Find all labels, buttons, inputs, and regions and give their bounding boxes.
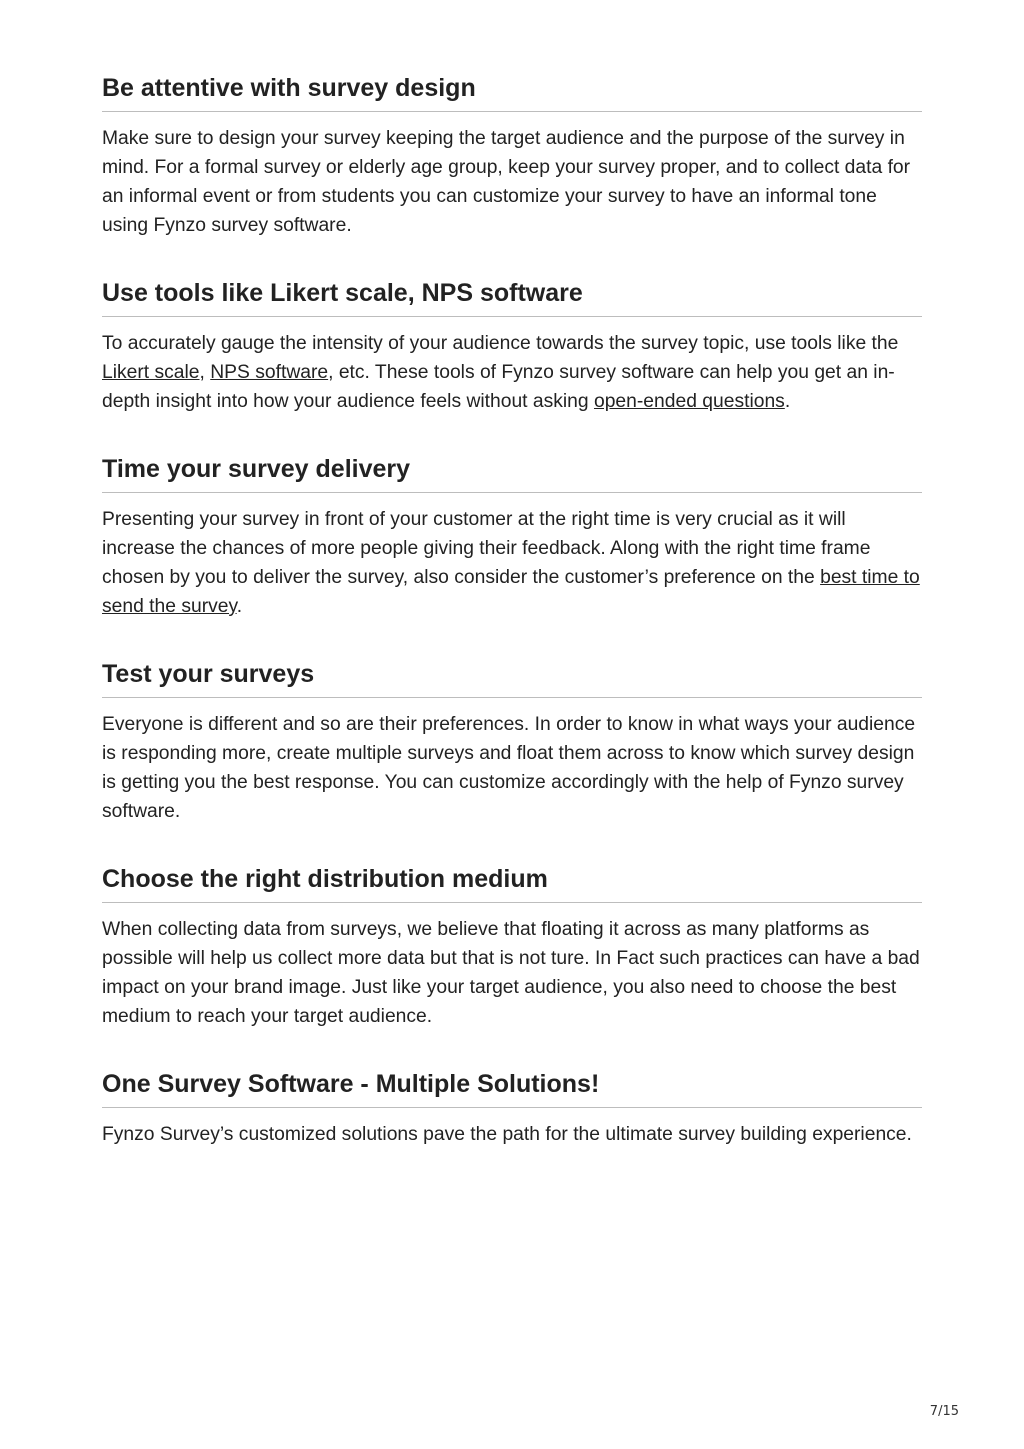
section-heading: Test your surveys — [102, 652, 922, 698]
section-heading: Time your survey delivery — [102, 447, 922, 493]
section-heading: Use tools like Likert scale, NPS software — [102, 271, 922, 317]
section-paragraph — [102, 124, 922, 240]
section-likert-nps — [102, 271, 922, 416]
section-test-surveys — [102, 652, 922, 826]
document-page — [102, 66, 922, 1180]
section-heading: One Survey Software - Multiple Solutions! — [102, 1062, 922, 1108]
paragraph-text: Fynzo Survey’s customized solutions pave the path for the ultimate survey building experience. — [102, 1124, 912, 1145]
section-heading: Be attentive with survey design — [102, 66, 922, 112]
paragraph-text: . — [236, 596, 243, 617]
paragraph-text: Presenting your survey in front of your customer at the right time is very crucial as it will increase the chances of more people giving their feedback. Along with the right time frame chosen by you to deliver the survey, also consider the customer’s preference on the — [102, 509, 871, 588]
nps-software-link[interactable]: NPS software — [210, 362, 329, 383]
likert-scale-link[interactable]: Likert scale — [102, 362, 200, 383]
section-distribution-medium — [102, 857, 922, 1031]
paragraph-text: , — [199, 362, 211, 383]
section-survey-design — [102, 66, 922, 240]
section-paragraph — [102, 1120, 922, 1149]
paragraph-text: To accurately gauge the intensity of your audience towards the survey topic, use tools like the — [102, 333, 899, 354]
paragraph-text: Everyone is different and so are their preferences. In order to know in what ways your audience is responding more, create multiple surveys and float them across to know which survey design is getting you the best response. You can customize accordingly with the help of Fynzo survey software. — [102, 714, 916, 822]
paragraph-text: When collecting data from surveys, we believe that floating it across as many platforms as possible will help us collect more data but that is not ture. In Fact such practices can have a bad impact on your brand image. Just like your target audience, you also need to choose the best medium to reach your target audience. — [102, 919, 920, 1027]
page-number: 7/15 — [929, 1404, 959, 1419]
paragraph-text: . — [784, 391, 791, 412]
best-time-to-send-link[interactable]: best time to send the survey — [102, 567, 920, 617]
section-paragraph — [102, 710, 922, 826]
open-ended-questions-link[interactable]: open-ended questions — [593, 391, 785, 412]
section-paragraph — [102, 505, 922, 621]
paragraph-text: , etc. These tools of Fynzo survey software can help you get an in-depth insight into how your audience feels without asking — [102, 362, 895, 412]
section-heading: Choose the right distribution medium — [102, 857, 922, 903]
section-survey-delivery — [102, 447, 922, 621]
paragraph-text: Make sure to design your survey keeping the target audience and the purpose of the survey in mind. For a formal survey or elderly age group, keep your survey proper, and to collect data for an informal event or from students you can customize your survey to have an informal tone using Fynzo survey software. — [102, 128, 911, 236]
section-paragraph — [102, 915, 922, 1031]
section-multiple-solutions — [102, 1062, 922, 1149]
section-paragraph — [102, 329, 922, 416]
